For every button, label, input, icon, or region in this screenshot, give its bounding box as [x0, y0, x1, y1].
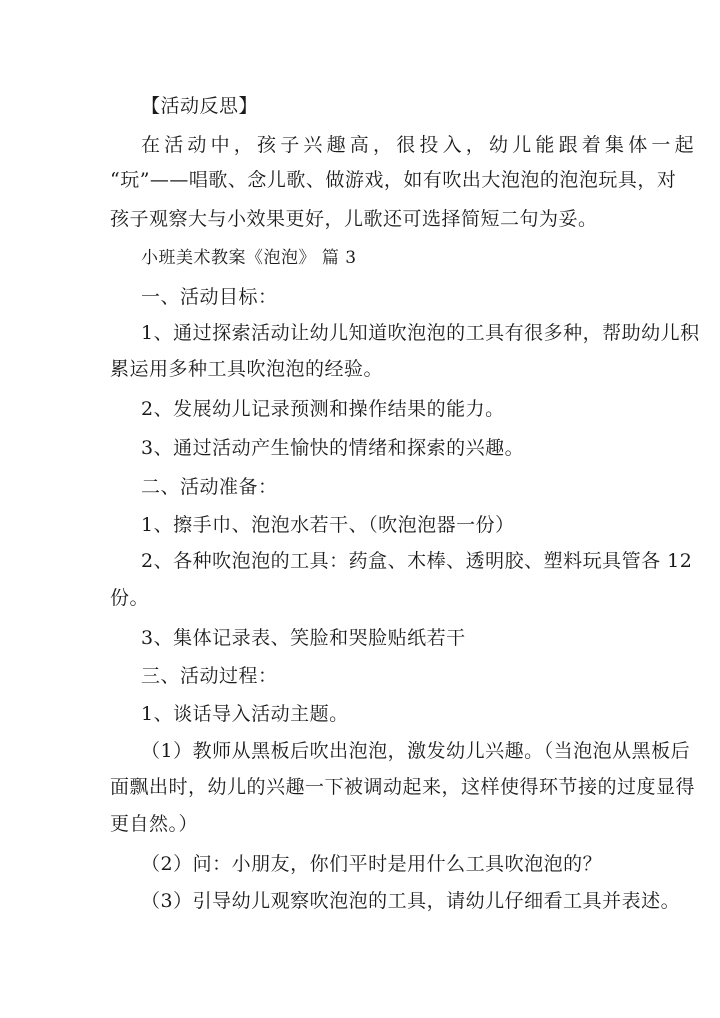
paragraph-line: “玩”——唱歌、念儿歌、做游戏，如有吹出大泡泡的泡泡玩具，对 [110, 169, 677, 191]
sub-list-item: （3）引导幼儿观察吹泡泡的工具，请幼儿仔细看工具并表述。 [141, 890, 681, 912]
paragraph-line: 面飘出时，幼儿的兴趣一下被调动起来，这样使得环节接的过度显得 [110, 776, 696, 798]
paragraph-line: 孩子观察大与小效果更好，儿歌还可选择简短二句为妥。 [110, 208, 598, 230]
list-item: 3、集体记录表、笑脸和哭脸贴纸若干 [141, 627, 466, 649]
paragraph-line: 累运用多种工具吹泡泡的经验。 [110, 358, 384, 380]
paragraph-line: 在活动中，孩子兴趣高，很投入，幼儿能跟着集体一起 [141, 134, 698, 156]
sub-list-item: （2）问：小朋友，你们平时是用什么工具吹泡泡的？ [141, 853, 603, 875]
paragraph-line: 份。 [110, 587, 150, 609]
section-heading-process: 三、活动过程： [141, 665, 278, 687]
list-item: 1、通过探索活动让幼儿知道吹泡泡的工具有很多种，帮助幼儿积 [141, 322, 700, 344]
sub-list-item: （1）教师从黑板后吹出泡泡，激发幼儿兴趣。（当泡泡从黑板后 [141, 740, 691, 762]
list-item: 1、擦手巾、泡泡水若干、（吹泡泡器一份） [141, 514, 515, 536]
paragraph-line: 更自然。） [110, 813, 199, 835]
section-heading-reflection: 【活动反思】 [141, 95, 259, 117]
list-item: 3、通过活动产生愉快的情绪和探索的兴趣。 [141, 437, 525, 459]
list-item: 2、各种吹泡泡的工具：药盒、木棒、透明胶、塑料玩具管各 12 [141, 550, 693, 572]
list-item: 2、发展幼儿记录预测和操作结果的能力。 [141, 398, 505, 420]
list-item: 1、谈话导入活动主题。 [141, 703, 349, 725]
lesson-title: 小班美术教案《泡泡》 篇 3 [141, 248, 357, 268]
section-heading-preparation: 二、活动准备： [141, 476, 278, 498]
section-heading-goals: 一、活动目标： [141, 286, 278, 308]
